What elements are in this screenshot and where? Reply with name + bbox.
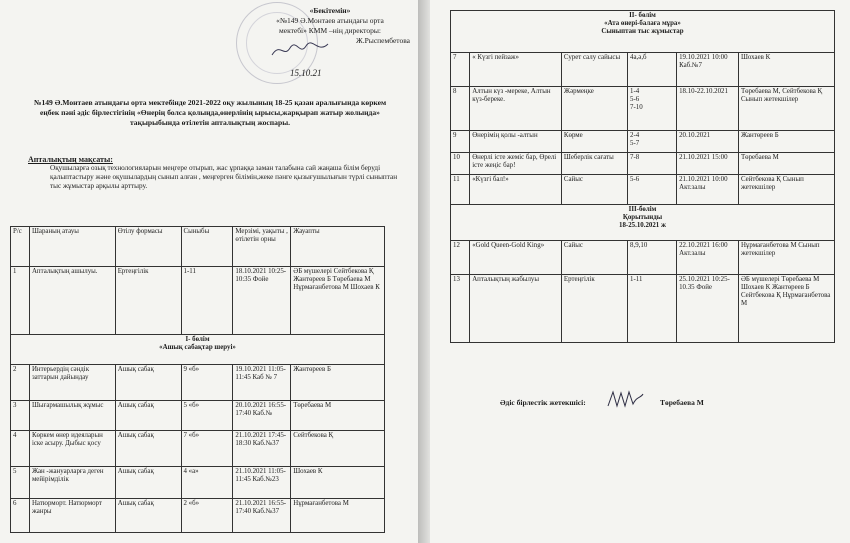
table-cell: 2 «б» (181, 499, 233, 533)
table-cell: 5 «б» (181, 401, 233, 431)
table-cell: 7-8 (628, 153, 677, 175)
table-row (11, 267, 385, 335)
table-cell: Өнерлі істе жеміс бар, Өрелі істе жеңіс бар! (470, 153, 562, 175)
table-cell: Натюрморт. Натюрморт жанры (29, 499, 115, 533)
table-row (11, 365, 385, 401)
table-row (451, 87, 835, 131)
section-3-title: III-бөлім Қорытынды 18-25.10.2021 ж (451, 205, 835, 241)
header-cell: Сыныбы (181, 227, 233, 267)
table-cell: Интерьердің сәндік заттарын дайындау (29, 365, 115, 401)
table-row (451, 53, 835, 87)
approval-date: 15.10.21 (290, 68, 322, 78)
table-cell: 12 (451, 241, 470, 275)
section-row (11, 335, 385, 365)
footer-name: Төребаева М (660, 398, 704, 407)
table-cell: 6 (11, 499, 30, 533)
table-row (451, 131, 835, 153)
table-cell: Көркем өнер идеяларын іске асыру. Дыбыс қосу (29, 431, 115, 467)
approval-line-1: «№149 Ә.Монтаев атындағы орта (276, 16, 384, 25)
approval-title: «Бекітемін» (309, 6, 351, 15)
table-cell: 9 (451, 131, 470, 153)
table-cell: 9 «б» (181, 365, 233, 401)
table-cell: Апталықтың жабылуы (470, 275, 562, 343)
table-cell: Сейтбекова Қ (291, 431, 385, 467)
table-cell: 4 (11, 431, 30, 467)
header-cell: Жауапты (291, 227, 385, 267)
table-cell: Көрме (561, 131, 627, 153)
table-cell: 20.10.2021 (677, 131, 739, 153)
table-cell: 5 (11, 467, 30, 499)
approval-block (250, 6, 410, 46)
header-cell: Мерзімі, уақыты , өтілетін орны (233, 227, 291, 267)
goal-text: Оқушыларға озық технологияларын меңгере отырып, жас ұрпаққа заман талабына сай жаңаша білім беруді қалыптастыру және оқушылардың сынып алған , меңгерген білімін,жеке пәнге қызығушылығын түрлі сыныптан тыс жұмыстар арқылы арттыру. (50, 164, 398, 190)
table-cell: 1 (11, 267, 30, 335)
table-cell: Алтын күз -мереке, Алтын күз-береке. (470, 87, 562, 131)
table-cell: 8 (451, 87, 470, 131)
table-row (451, 241, 835, 275)
table-cell: Шығармашылық жұмыс (29, 401, 115, 431)
table-cell: Ертеңгілік (115, 267, 181, 335)
table-cell: 19.10.2021 10:00 Каб.№7 (677, 53, 739, 87)
table-cell: Өнерімің қолы -алтын (470, 131, 562, 153)
right-page (430, 0, 850, 543)
table-cell: Ашық сабақ (115, 365, 181, 401)
table-cell: 4 «а» (181, 467, 233, 499)
document-title: №149 Ә.Монтаев атындағы орта мектебінде 2021-2022 оқу жылының 18-25 қазан аралығында көркем еңбек пәні әдіс бірлестігінің «Өнерің болса қолыңда,өнерлінің ырысы,жарқырап жатыр жолыңда» тақырыбында өтілетін апталықтың жоспары. (33, 98, 387, 127)
table-cell: 4а,ә,б (628, 53, 677, 87)
table-cell: Нұрмағанбетова М Сынып жетекшілер (738, 241, 834, 275)
table-cell: Сейтбекова Қ Сынып жетекшілер (738, 175, 834, 205)
signature-icon (605, 388, 645, 410)
table-cell: Сурет салу сайысы (561, 53, 627, 87)
table-cell: 7 «б» (181, 431, 233, 467)
table-row (451, 153, 835, 175)
table-cell: «Gold Queen-Gold King» (470, 241, 562, 275)
table-cell: Жан -жануарларға деген мейірімділік (29, 467, 115, 499)
table-row (11, 467, 385, 499)
table-header-row (11, 227, 385, 267)
table-cell: Шохаев К (291, 467, 385, 499)
table-cell: Төребаева М (738, 153, 834, 175)
table-cell: Нұрмағанбетова М (291, 499, 385, 533)
table-cell: 11 (451, 175, 470, 205)
table-cell: 18.10-22.10.2021 (677, 87, 739, 131)
table-cell: «Күзгі бал!» (470, 175, 562, 205)
table-cell: 8,9,10 (628, 241, 677, 275)
section-1-title: I- бөлім «Ашық сабақтар шеруі» (11, 335, 385, 365)
left-page (0, 0, 418, 543)
section-row (451, 205, 835, 241)
table-cell: 21.10.2021 17:45-18:30 Каб.№37 (233, 431, 291, 467)
table-row (451, 175, 835, 205)
table-cell: Шеберлік сағаты (561, 153, 627, 175)
table-cell: ӘБ мүшелері Төребаева М Шохаев К Жантөреев Б Сейтбекова Қ Нұрмағанбетова М (738, 275, 834, 343)
table-cell: 2-4 5-7 (628, 131, 677, 153)
header-cell: Өтілу формасы (115, 227, 181, 267)
table-cell: 3 (11, 401, 30, 431)
table-cell: Сайыс (561, 175, 627, 205)
table-cell: 1-11 (181, 267, 233, 335)
table-cell: ӘБ мүшелері Сейтбекова Қ Жантөреев Б Төребаева М Нұрмағанбетова М Шохаев К (291, 267, 385, 335)
table-cell: Ашық сабақ (115, 467, 181, 499)
table-cell: 2 (11, 365, 30, 401)
table-cell: Шохаев К (738, 53, 834, 87)
table-cell: Ашық сабақ (115, 431, 181, 467)
table-cell: Ашық сабақ (115, 499, 181, 533)
table-cell: Төребаева М (291, 401, 385, 431)
approval-line-2: мектебі» КММ –нің директоры: (279, 26, 381, 35)
table-cell: Сайыс (561, 241, 627, 275)
table-cell: Жантөреев Б (738, 131, 834, 153)
table-cell: 1-11 (628, 275, 677, 343)
table-cell: 13 (451, 275, 470, 343)
table-cell: 21.10.2021 11:05-11:45 Каб.№23 (233, 467, 291, 499)
header-cell: Шараның атауы (29, 227, 115, 267)
header-cell: Р/с (11, 227, 30, 267)
table-cell: « Күзгі пейзаж» (470, 53, 562, 87)
table-cell: 1-4 5-6 7-10 (628, 87, 677, 131)
plan-table-left (10, 226, 385, 533)
table-cell: Апталықтың ашылуы. (29, 267, 115, 335)
section-2-title: II- бөлім «Ата өнері-балаға мұра» Сыныптан тыс жұмыстар (451, 11, 835, 53)
table-cell: 20.10.2021 16:55-17:40 Каб.№ (233, 401, 291, 431)
table-cell: 21.10.2021 16:55-17:40 Каб.№37 (233, 499, 291, 533)
table-cell: 18.10.2021 10:25-10:35 Фойе (233, 267, 291, 335)
table-cell: 7 (451, 53, 470, 87)
table-cell: Жантөреев Б (291, 365, 385, 401)
table-cell: 5-6 (628, 175, 677, 205)
table-cell: 22.10.2021 16:00 Акт.залы (677, 241, 739, 275)
table-cell: Ертеңгілік (561, 275, 627, 343)
table-cell: 10 (451, 153, 470, 175)
goal-heading: Апталықтың мақсаты: (28, 155, 113, 164)
table-cell: 19.10.2021 11:05-11:45 Каб № 7 (233, 365, 291, 401)
section-row (451, 11, 835, 53)
table-row (451, 275, 835, 343)
plan-table-right (450, 10, 835, 343)
table-row (11, 431, 385, 467)
approval-line-3: Ж.Рыспембетова (356, 36, 410, 45)
table-cell: 21.10.2021 15:00 (677, 153, 739, 175)
table-row (11, 499, 385, 533)
table-row (11, 401, 385, 431)
table-cell: 25.10.2021 10:25-10.35 Фойе (677, 275, 739, 343)
table-cell: 21.10.2021 10:00 Акт.залы (677, 175, 739, 205)
footer-label: Әдіс бірлестік жетекшісі: (500, 398, 586, 407)
page-gutter (418, 0, 430, 543)
table-cell: Төребаева М, Сейтбекова Қ Сынып жетекшілер (738, 87, 834, 131)
table-cell: Ашық сабақ (115, 401, 181, 431)
table-cell: Жәрмеңке (561, 87, 627, 131)
